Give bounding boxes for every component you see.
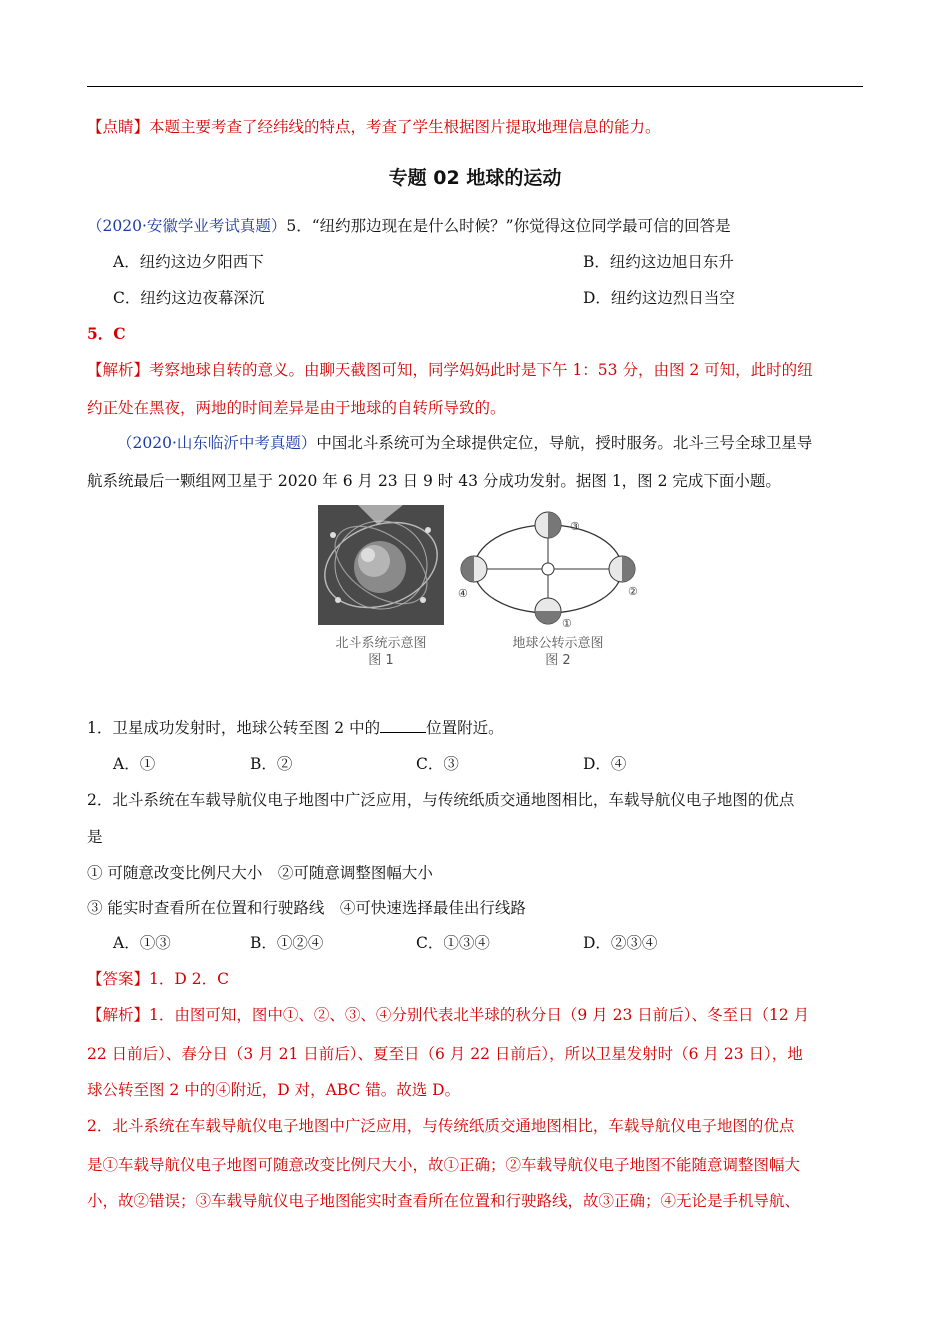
q1-option-c: C．③ [416,755,459,773]
q2-stem-line-1: 2．北斗系统在车载导航仪电子地图中广泛应用，与传统纸质交通地图相比，车载导航仪电子地图的优点 [87,791,795,809]
fig1-caption-number: 图 1 [368,653,394,668]
intro-line-1 [117,432,897,454]
beidou-satellite-illustration [318,505,444,625]
orbit-label-2: ② [628,585,638,598]
intro-text-1: 中国北斗系统可为全球提供定位，导航，授时服务。北斗三号全球卫星导 [316,434,813,452]
analysis-1-text-1: 1．由图可知，图中①、②、③、④分别代表北半球的秋分日（9 月 23 日前后）、冬至日（12 月 [149,1006,810,1024]
q2-stem-line-2: 是 [87,828,103,846]
q5-answer: 5．C [87,324,126,343]
answers-label: 【答案】 [87,970,150,988]
q2-option-b: B．①②④ [250,934,324,952]
q1-blank [380,718,426,733]
q2-items-line-1: ① 可随意改变比例尺大小 ②可随意调整图幅大小 [87,864,433,882]
analysis-label: 【解析】 [87,1006,150,1024]
note-label: 【点睛】 [87,118,150,136]
q2-option-c: C．①③④ [416,934,490,952]
fig1-caption-title: 北斗系统示意图 [335,636,427,651]
answers-text: 1．D 2．C [149,970,229,988]
fig2-caption-number: 图 2 [545,653,571,668]
orbit-label-1: ① [562,617,572,630]
q5-stem-line [87,215,867,237]
analysis-2-line-1: 2．北斗系统在车载导航仪电子地图中广泛应用，与传统纸质交通地图相比，车载导航仪电子地图的优点 [87,1117,795,1135]
q2-items-line-2: ③ 能实时查看所在位置和行驶路线 ④可快速选择最佳出行线路 [87,899,526,917]
q5-stem: 5．“纽约那边现在是什么时候？”你觉得这位同学最可信的回答是 [286,217,731,235]
q1-stem [87,717,867,739]
q2-option-a: A．①③ [113,934,171,952]
orbit-label-3: ③ [570,520,580,533]
fig2-caption-title: 地球公转示意图 [512,636,604,651]
q5-option-c: C．纽约这边夜幕深沉 [113,289,265,307]
q1-stem-a: 1．卫星成功发射时，地球公转至图 2 中的 [87,719,381,737]
analysis-1-line-2: 22 日前后）、春分日（3 月 21 日前后）、夏至日（6 月 22 日前后），所以卫星发射时（6 月 23 日），地 [87,1045,803,1063]
orbit-label-4: ④ [458,587,468,600]
q1-option-d: D．④ [583,755,627,773]
q5-option-d: D．纽约这边烈日当空 [583,289,735,307]
figures-block [318,505,638,675]
q5-analysis-text-1: 考察地球自转的意义。由聊天截图可知，同学妈妈此时是下午 1：53 分，由图 2 可知，此时的纽 [149,361,813,379]
q5-analysis-line-2: 约正处在黑夜，两地的时间差异是由于地球的自转所导致的。 [87,399,506,417]
q5-source: （2020·安徽学业考试真题） [87,217,287,235]
section-title: 专题 02 地球的运动 [388,167,562,189]
earth-orbit-diagram [458,505,638,630]
q5-analysis-line-1 [87,359,867,381]
header-rule [87,86,863,87]
beidou-figure-image [318,505,444,625]
note-line [87,116,867,138]
q1-option-b: B．② [250,755,293,773]
analysis-1-line-1 [87,1004,867,1026]
intro-source: （2020·山东临沂中考真题） [117,434,317,452]
analysis-2-line-3: 小，故②错误；③车载导航仪电子地图能实时查看所在位置和行驶路线，故③正确；④无论是手机导航、 [87,1192,801,1210]
analysis-2-line-2: 是①车载导航仪电子地图可随意改变比例尺大小，故①正确；②车载导航仪电子地图不能随意调整图幅大 [87,1156,801,1174]
answers-line [87,968,867,990]
note-text: 本题主要考查了经纬线的特点，考查了学生根据图片提取地理信息的能力。 [149,118,661,136]
q5-option-b: B．纽约这边旭日东升 [583,253,734,271]
q1-option-a: A．① [113,755,156,773]
q5-analysis-label: 【解析】 [87,361,150,379]
analysis-1-line-3: 球公转至图 2 中的④附近，D 对，ABC 错。故选 D。 [87,1081,461,1099]
q2-option-d: D．②③④ [583,934,658,952]
intro-line-2: 航系统最后一颗组网卫星于 2020 年 6 月 23 日 9 时 43 分成功发射。据图 1，图 2 完成下面小题。 [87,472,781,490]
q1-stem-b: 位置附近。 [426,719,504,737]
q5-option-a: A．纽约这边夕阳西下 [113,253,264,271]
